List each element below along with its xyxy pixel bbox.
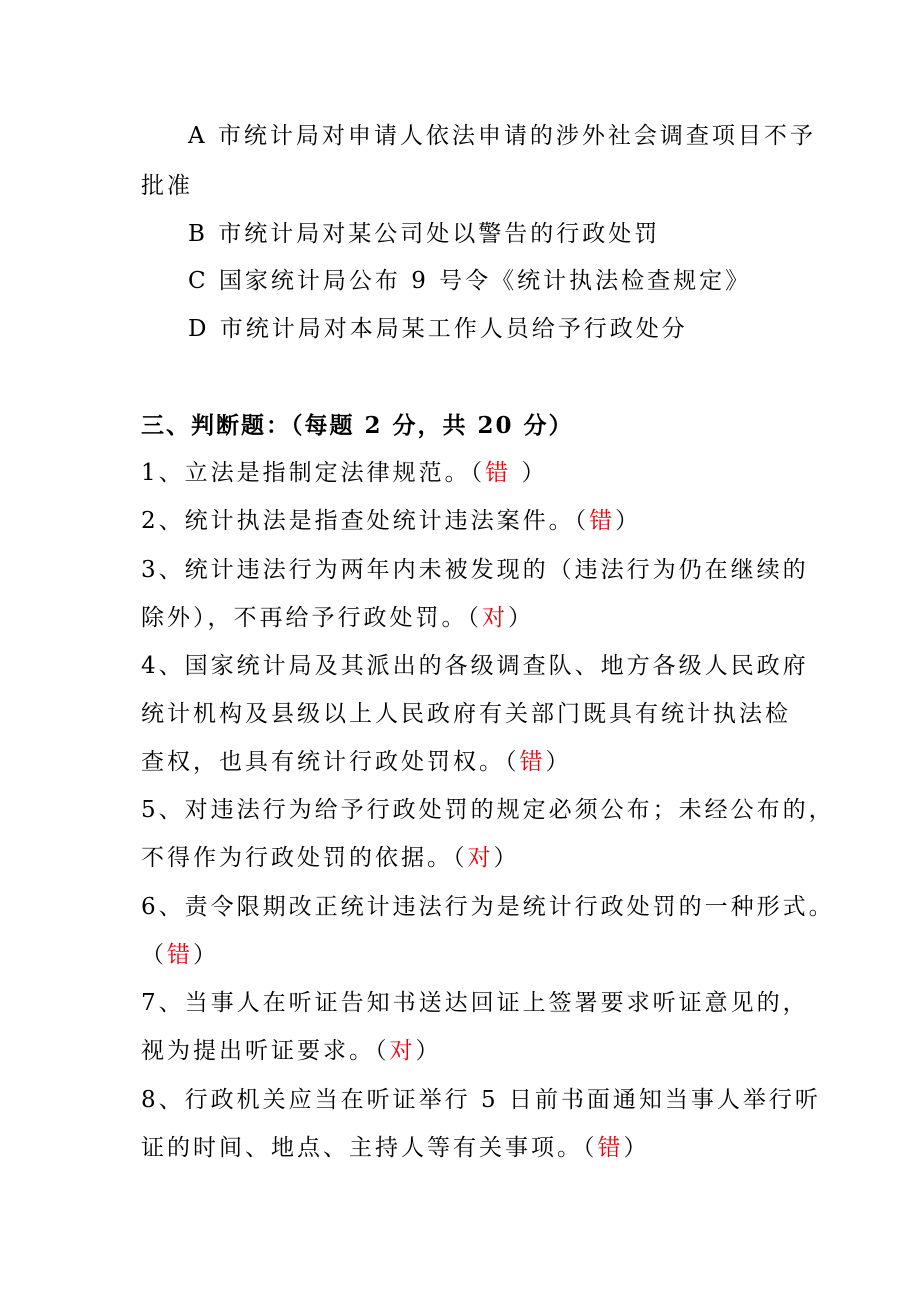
question-5-line1: 5、对违法行为给予行政处罚的规定必须公布；未经公布的， [141, 797, 835, 823]
question-close: ） [193, 942, 219, 968]
answer-mark: 错 [167, 942, 193, 968]
question-5-line2 [141, 843, 520, 873]
answer-mark: 错 [589, 508, 616, 534]
question-text: 证的时间、地点、主持人等有关事项。（ [141, 1135, 598, 1161]
option-a-line1: A 市统计局对申请人依法申请的涉外社会调查项目不予 [188, 123, 816, 149]
question-text: 2、统计执法是指查处统计违法案件。（ [141, 508, 590, 534]
question-7-line2 [141, 1036, 442, 1066]
question-2 [141, 506, 641, 536]
question-3-line2 [141, 603, 534, 633]
question-text: 1、立法是指制定法律规范。（ [141, 460, 486, 486]
question-close: ） [511, 460, 548, 486]
question-6-line2 [141, 940, 219, 970]
question-close: ） [545, 749, 572, 775]
question-4-line3 [141, 747, 572, 777]
answer-mark: 错 [597, 1135, 624, 1161]
option-b: B 市统计局对某公司处以警告的行政处罚 [188, 221, 661, 247]
question-8-line1: 8、行政机关应当在听证举行 5 日前书面通知当事人举行听 [141, 1087, 821, 1113]
option-d: D 市统计局对本局某工作人员给予行政处分 [188, 316, 688, 342]
question-text: 查权，也具有统计行政处罚权。（ [141, 749, 520, 775]
question-close: ） [415, 1038, 442, 1064]
question-text: （ [141, 942, 167, 968]
question-text: 不得作为行政处罚的依据。（ [141, 845, 468, 871]
answer-mark: 错 [519, 749, 546, 775]
option-c: C 国家统计局公布 9 号令《统计执法检查规定》 [188, 268, 752, 294]
question-1 [141, 458, 547, 488]
question-4-line2: 统计机构及县级以上人民政府有关部门既具有统计执法检 [141, 701, 791, 727]
answer-mark: 对 [482, 605, 508, 631]
question-close: ） [623, 1135, 650, 1161]
question-close: ） [615, 508, 642, 534]
answer-mark: 对 [389, 1038, 416, 1064]
option-a-line2: 批准 [141, 173, 193, 199]
question-3-line1: 3、统计违法行为两年内未被发现的（违法行为仍在继续的 [141, 557, 809, 583]
question-text: 视为提出听证要求。（ [141, 1038, 390, 1064]
answer-mark: 错 [485, 460, 512, 486]
question-8-line2 [141, 1133, 650, 1163]
answer-mark: 对 [467, 845, 494, 871]
question-close: ） [508, 605, 534, 631]
question-7-line1: 7、当事人在听证告知书送达回证上签署要求听证意见的， [141, 990, 809, 1016]
question-close: ） [493, 845, 520, 871]
question-text: 除外），不再给予行政处罚。（ [141, 605, 482, 631]
question-6-line1: 6、责令限期改正统计违法行为是统计行政处罚的一种形式。 [141, 894, 835, 920]
question-4-line1: 4、国家统计局及其派出的各级调查队、地方各级人民政府 [141, 653, 809, 679]
section-title: 三、判断题：（每题 2 分，共 20 分） [141, 412, 574, 439]
